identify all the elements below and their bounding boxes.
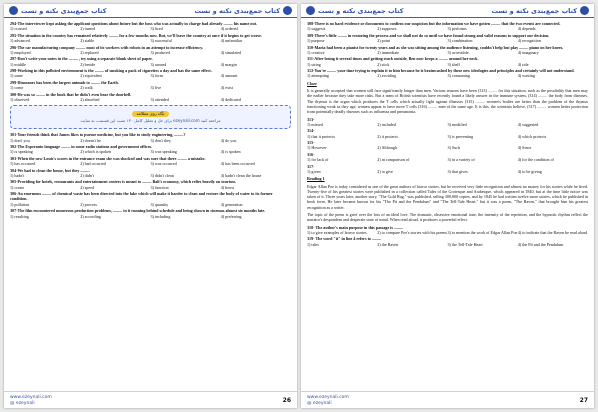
answer-option[interactable]: 4) Since bbox=[517, 145, 532, 151]
question bbox=[10, 191, 291, 207]
answer-options bbox=[10, 138, 291, 143]
answer-option[interactable]: 4) to indicate that the Raven be read aloud bbox=[517, 229, 588, 235]
question bbox=[10, 208, 291, 219]
answer-option[interactable]: 4) the Pit and the Pendulum bbox=[517, 241, 564, 247]
answer-options bbox=[307, 62, 588, 67]
brand-box-right bbox=[194, 6, 292, 15]
answer-option[interactable]: 2) doesn't he bbox=[80, 137, 101, 143]
answer-option[interactable]: 2) it protects bbox=[377, 133, 398, 139]
answer-option[interactable]: 1) However bbox=[307, 145, 327, 151]
book-spread bbox=[4, 4, 594, 408]
answer-option[interactable]: 2) absorbed bbox=[80, 96, 100, 102]
answer-option[interactable]: 4) ordered bbox=[220, 26, 238, 32]
question-text: 312-You're ......... your time trying to explain it to him because he is brainwashed by these new ideologies and principles and certainly will not understand. bbox=[307, 68, 575, 74]
answer-option[interactable]: 4) has been occurred bbox=[220, 161, 255, 167]
question-text: 311-After losing it several times and getting stuck outside, Ben now keeps a ......... around her neck. bbox=[307, 56, 479, 62]
answer-option[interactable]: 1) advanced bbox=[10, 38, 30, 44]
answer-option[interactable]: 1) suggests bbox=[307, 26, 326, 32]
question-text: 306-An enormous ......... of chemical waste has been directed into the lake which will make it harder to clean and restore the body of water to its former condition. bbox=[10, 191, 273, 202]
answer-option[interactable]: 4) simulated bbox=[220, 49, 242, 55]
question-text: 303-When the new Louis's scores in the entrance exam she was shocked and was sure that there ......... a mistake. bbox=[10, 155, 206, 161]
answer-option[interactable]: 2) equivalent bbox=[80, 73, 102, 79]
brand-box bbox=[306, 6, 404, 15]
question-text: 304-We had to clean the house, but they ......... bbox=[10, 167, 90, 173]
answer-option[interactable]: 1) string bbox=[307, 61, 321, 67]
answer-option[interactable]: 2) Although bbox=[377, 145, 397, 151]
question bbox=[10, 45, 291, 56]
answer-option[interactable]: 1) has occurred bbox=[10, 161, 36, 167]
answer-options bbox=[10, 214, 291, 219]
question bbox=[307, 33, 588, 44]
answer-option[interactable]: 1) crossed bbox=[10, 26, 27, 32]
question-text: 302-The Esperanto language ......... in some radio stations and government offices. bbox=[10, 144, 153, 150]
answer-option[interactable]: 4) margin bbox=[220, 61, 237, 67]
answer-option[interactable]: 2) turned bbox=[80, 26, 96, 32]
answer-option[interactable]: 1) purpose bbox=[307, 38, 325, 44]
page-footer bbox=[4, 391, 297, 408]
question bbox=[307, 236, 588, 247]
social-links bbox=[307, 395, 349, 406]
promo-text: برای حل و تحلیل کامل ۱۳۰ تست این قسمت، به سایت ezeynali.com مراجعه کنید bbox=[80, 117, 221, 123]
answer-options bbox=[10, 50, 291, 55]
answer-option[interactable]: 2) walk bbox=[80, 85, 93, 91]
brand-box-right bbox=[491, 6, 589, 15]
question-text: 296-The car manufacturing company ......... most of its workers with robots in an attempt to increase efficiency. bbox=[10, 44, 204, 50]
answer-option[interactable]: 3) function bbox=[150, 184, 169, 190]
section-heading-reading: Reading 1 bbox=[307, 176, 325, 182]
answer-option[interactable]: 4) imaginary bbox=[517, 49, 539, 55]
answer-option[interactable]: 1) observed bbox=[10, 96, 30, 102]
reading-passage: The topic of the poem is grief over the loss of an ideal love. The dramatic, obsessive emotional tone, the intensity of the repetition, and the hypnotic rhythm reflect the narrator's despondent and desperate state of mind. When read aloud, it produces a powerful effect. bbox=[307, 212, 588, 223]
question-text: 318- The author's main purpose in this passage is ......... bbox=[307, 224, 404, 230]
answer-option[interactable]: 1) given bbox=[307, 168, 321, 174]
answer-option[interactable]: 3) accessible bbox=[447, 49, 469, 55]
answer-options bbox=[10, 161, 291, 166]
answer-option[interactable]: 2) stick bbox=[377, 61, 390, 67]
answer-option[interactable]: 1) hadn't bbox=[10, 172, 25, 178]
answer-option[interactable]: 1) missed bbox=[307, 121, 323, 127]
answer-option[interactable]: 4) amount bbox=[220, 73, 238, 79]
answer-option[interactable]: 2) to give bbox=[377, 168, 393, 174]
question-text: 300-He was so ......... in the book that he didn't even hear the doorbell. bbox=[10, 91, 132, 97]
answer-option[interactable]: 1) attempting bbox=[307, 73, 329, 79]
answer-options bbox=[307, 38, 588, 43]
answer-options bbox=[307, 122, 588, 127]
answer-options bbox=[10, 185, 291, 190]
answer-option[interactable]: 4) for the condition of bbox=[517, 157, 554, 163]
answer-option[interactable]: 2) in comparison of bbox=[377, 157, 410, 163]
answer-options bbox=[10, 73, 291, 78]
answer-option[interactable]: 2) included bbox=[377, 121, 396, 127]
answer-option[interactable]: 4) hadn't clean the house bbox=[220, 172, 262, 178]
question-text: 315- bbox=[307, 140, 315, 146]
question-text: 313- bbox=[307, 116, 315, 122]
logo-icon bbox=[306, 6, 315, 15]
answer-options bbox=[10, 85, 291, 90]
answer-options bbox=[10, 149, 291, 154]
question bbox=[10, 179, 291, 190]
answer-option[interactable]: 2) point bbox=[377, 38, 391, 44]
question-text: 295-The situation in the country has remained relatively ......... for a few months now. But, we'll leave the country at once if it begins to get worse. bbox=[10, 32, 262, 38]
answer-option[interactable]: 3) modified bbox=[447, 121, 467, 127]
answer-option[interactable]: 3) was occurred bbox=[150, 161, 177, 167]
answer-option[interactable]: 2) the Raven bbox=[377, 241, 399, 247]
answer-option[interactable]: 3) including bbox=[150, 213, 171, 219]
question bbox=[10, 156, 291, 167]
answer-option[interactable]: 3) form bbox=[150, 73, 163, 79]
answer-option[interactable]: 4) preferring bbox=[220, 213, 242, 219]
question-text: 309-There's little ......... in restoring the process and we shall not do so until we have found strong and valid reasons to support our decision. bbox=[307, 32, 550, 38]
answer-option[interactable]: 3) that gives bbox=[447, 168, 468, 174]
question-group bbox=[10, 132, 291, 219]
question-text: 307-The film encountered numerous production problems, ......... in it running behind schedule and being shown in cinemas almost six months late. bbox=[10, 208, 266, 214]
website-link[interactable]: www.ezeynali.com bbox=[307, 394, 349, 400]
answer-option[interactable]: 2) avoiding bbox=[377, 73, 397, 79]
promo-title: نگاه روی مطالعه bbox=[132, 111, 168, 116]
answer-option[interactable]: 4) is spoken bbox=[220, 149, 241, 155]
question-text: 301-Your friends think that James likes to pursue medicine, but you like to study engineering, .........? bbox=[10, 132, 186, 138]
reading-passage: Edgar Allan Poe is today considered as one of the great authors of horror stories, but he received very little recognition and almost no money for his stories while he lived. Twenty-five of his greatest stories were published in a collection called Tales of the Grotesque and Arabesque, which appeared in 1840, but at the time little notice was taken of it. Three years later, another story, "The Gold Bug," was published, selling 300,000 copies, and by 1845 he had written twelve more stories, which he published in book form. He later became known for his "The Pit and the Pendulum" and "The Tell-Tale Heart," but it was a poem, "The Raven," that brought him his greatest recognition as a writer. bbox=[307, 183, 588, 210]
question bbox=[307, 225, 588, 236]
answer-options bbox=[10, 202, 291, 207]
question-text: 294-The interviewer kept asking the applicant questions about future but the boss who was actually in charge had already ......... his name out. bbox=[10, 21, 258, 26]
brand-title: کتاب جمع‌بندی نکته و تست bbox=[21, 6, 107, 15]
answer-option[interactable]: 4) suggested bbox=[517, 121, 539, 127]
cloze-passage: It is generally accepted that women still face significantly longer than men. Various reasons have been (313) ......... for this situation, such as the possibility that men may die earlier because they take more risks. But a team of British scientists have recently found a likely answer in the immune system, (314) ......... the body from diseases. The thymus is the organ which produces the T cells which actually fight against illnesses (315) ......... women's bodies are better than the problem of the thymus functioning weak as they age, women appear to have more T cells (316) ......... men of the same age. It is this, the scientists believe, (317) ......... women better protection from potentially deadly diseases such as influenza and pneumonia. bbox=[307, 88, 588, 115]
answer-option[interactable]: 3) combination bbox=[447, 38, 473, 44]
answer-option[interactable]: 4) recognition bbox=[517, 38, 541, 44]
question bbox=[307, 164, 588, 175]
answer-option[interactable]: 1) tales bbox=[307, 241, 319, 247]
social-links bbox=[10, 395, 52, 406]
answer-option[interactable]: 3) performs bbox=[447, 26, 467, 32]
answer-option[interactable]: 4) generation bbox=[220, 201, 243, 207]
question bbox=[10, 132, 291, 143]
answer-option[interactable]: 3) successful bbox=[150, 38, 172, 44]
answer-option[interactable]: 1) to give examples of horror stories bbox=[307, 229, 367, 235]
answer-option[interactable]: 4) boost bbox=[220, 184, 235, 190]
brand-title: کتاب جمع‌بندی نکته و تست bbox=[318, 6, 404, 15]
answer-option[interactable]: 1) come bbox=[10, 85, 24, 91]
answer-options bbox=[10, 97, 291, 102]
question-text: 314- bbox=[307, 128, 315, 134]
answer-option[interactable]: 3) quantity bbox=[150, 201, 169, 207]
question-text: 316- bbox=[307, 151, 315, 157]
answer-option[interactable]: 3) was speaking bbox=[150, 149, 177, 155]
answer-options bbox=[10, 26, 291, 31]
answer-options bbox=[307, 145, 588, 150]
page-header bbox=[4, 4, 297, 18]
social-handle[interactable]: @ ezeynali bbox=[307, 400, 332, 406]
right-content bbox=[301, 18, 594, 247]
answer-option[interactable]: 2) stable bbox=[80, 38, 95, 44]
answer-option[interactable]: 4) do you bbox=[220, 137, 237, 143]
answer-options bbox=[307, 169, 588, 174]
question bbox=[307, 45, 588, 56]
answer-option[interactable]: 3) live bbox=[150, 85, 162, 91]
answer-options bbox=[307, 242, 588, 247]
answer-options bbox=[307, 134, 588, 139]
question bbox=[307, 68, 588, 79]
answer-option[interactable]: 3) didn't clean bbox=[150, 172, 174, 178]
question bbox=[307, 152, 588, 163]
question-text: 308-There is no hard evidence or documents to confirm our suspicion but the information we have gotten ......... that the two events are connected. bbox=[307, 21, 561, 26]
answer-option[interactable]: 3) the Tell-Tale Heart bbox=[447, 241, 483, 247]
answer-option[interactable]: 3) fired bbox=[150, 26, 163, 32]
page-number: 27 bbox=[579, 396, 588, 404]
answer-option[interactable]: 3) don't they bbox=[150, 137, 172, 143]
page-number: 26 bbox=[282, 396, 291, 404]
answer-options bbox=[307, 73, 588, 78]
answer-option[interactable]: 2) beside bbox=[80, 61, 96, 67]
answer-option[interactable]: 1) don't you bbox=[10, 137, 30, 143]
answer-option[interactable]: 1) employed bbox=[10, 49, 31, 55]
question bbox=[10, 33, 291, 44]
answer-option[interactable]: 4) unfamiliar bbox=[220, 38, 243, 44]
question bbox=[10, 168, 291, 179]
answer-option[interactable]: 1) for lack of bbox=[307, 157, 329, 163]
brand-title-right: کتاب جمع‌بندی نکته و تست bbox=[491, 6, 577, 15]
answer-option[interactable]: 2) process bbox=[80, 201, 97, 207]
question-text: 317- bbox=[307, 163, 315, 169]
left-page bbox=[4, 4, 297, 408]
answer-option[interactable]: 2) didn't bbox=[80, 172, 94, 178]
answer-option[interactable]: 2) had occurred bbox=[80, 161, 106, 167]
answer-option[interactable]: 3) is preventing bbox=[447, 133, 474, 139]
answer-option[interactable]: 1) create bbox=[10, 184, 25, 190]
answer-option[interactable]: 4) exist bbox=[220, 85, 233, 91]
logo-icon bbox=[9, 6, 18, 15]
answer-option[interactable]: 1) creative bbox=[307, 49, 325, 55]
question bbox=[10, 144, 291, 155]
question bbox=[10, 92, 291, 103]
question-text: 299-Dinosaurs has been the largest animals to ......... the Earth. bbox=[10, 79, 119, 85]
question bbox=[10, 68, 291, 79]
page-header bbox=[301, 4, 594, 18]
answer-option[interactable]: 1) resulting bbox=[10, 213, 29, 219]
answer-option[interactable]: 2) which is spoken bbox=[80, 149, 112, 155]
answer-option[interactable]: 2) speed bbox=[80, 184, 95, 190]
question bbox=[307, 21, 588, 32]
question bbox=[307, 140, 588, 151]
answer-option[interactable]: 2) according bbox=[80, 213, 101, 219]
logo-icon bbox=[283, 6, 292, 15]
question bbox=[307, 128, 588, 139]
answer-option[interactable]: 2) replaced bbox=[80, 49, 99, 55]
answer-option[interactable]: 2) immediate bbox=[377, 49, 399, 55]
answer-options bbox=[307, 50, 588, 55]
answer-option[interactable]: 1) is speaking bbox=[10, 149, 33, 155]
answer-option[interactable]: 4) ride bbox=[517, 61, 529, 67]
answer-option[interactable]: 2) to compare Poe's stories with his poems bbox=[377, 229, 448, 235]
answer-options bbox=[10, 62, 291, 67]
question bbox=[307, 117, 588, 128]
answer-options bbox=[307, 230, 588, 235]
answer-option[interactable]: 4) dedicated bbox=[220, 96, 241, 102]
answer-option[interactable]: 4) depends bbox=[517, 26, 536, 32]
left-content bbox=[4, 18, 297, 219]
question bbox=[10, 21, 291, 32]
answer-option[interactable]: 4) wasting bbox=[517, 73, 535, 79]
answer-option[interactable]: 3) Such bbox=[447, 145, 461, 151]
question bbox=[10, 56, 291, 67]
question bbox=[10, 80, 291, 91]
answer-option[interactable]: 4) which protects bbox=[517, 133, 547, 139]
section-heading-cloze: Cloze bbox=[307, 80, 317, 86]
question-text: 319- The word "it" in line 4 refers to ......... bbox=[307, 236, 382, 242]
answer-option[interactable]: 3) produced bbox=[150, 49, 171, 55]
website-link[interactable]: www.ezeynali.com bbox=[10, 394, 52, 400]
answer-options bbox=[307, 157, 588, 162]
right-page bbox=[301, 4, 594, 408]
answer-option[interactable]: 3) shelf bbox=[447, 61, 460, 67]
answer-option[interactable]: 1) same bbox=[10, 73, 23, 79]
brand-title-right: کتاب جمع‌بندی نکته و تست bbox=[194, 6, 280, 15]
answer-options bbox=[307, 26, 588, 31]
answer-option[interactable]: 1) middle bbox=[10, 61, 26, 67]
question bbox=[307, 56, 588, 67]
answer-option[interactable]: 3) consuming bbox=[447, 73, 470, 79]
brand-box bbox=[9, 6, 107, 15]
page-footer bbox=[301, 391, 594, 408]
answer-option[interactable]: 3) to mention the work of Edgar Allan Poe bbox=[447, 229, 518, 235]
social-handle[interactable]: @ ezeynali bbox=[10, 400, 35, 406]
answer-option[interactable]: 3) in a variety of bbox=[447, 157, 475, 163]
question-text: 297-Don't write your notes in the ......... , try using a separate blank sheet of paper. bbox=[10, 56, 153, 62]
question-text: 298-Working in this polluted environment is the ......... of smoking a pack of cigarettes a day and has the same effect. bbox=[10, 68, 212, 74]
answer-option[interactable]: 4) to be giving bbox=[517, 168, 542, 174]
promo-banner[interactable] bbox=[10, 105, 291, 129]
answer-option[interactable]: 2) supposes bbox=[377, 26, 397, 32]
question-text: 310-Maria had been a pianist for twenty years and as she was sitting among the audience listening, couldn't help but play ......... piano on her knees. bbox=[307, 44, 564, 50]
logo-icon bbox=[580, 6, 589, 15]
answer-options bbox=[10, 38, 291, 43]
answer-option[interactable]: 1) that it protects bbox=[307, 133, 335, 139]
answer-option[interactable]: 1) pollution bbox=[10, 201, 30, 207]
question-text: 305-Providing for hotels, restaurants and entertainment centers is meant to ......... Bali's economy, which relies heavily on tourism. bbox=[10, 179, 236, 185]
answer-option[interactable]: 3) around bbox=[150, 61, 167, 67]
answer-options bbox=[10, 173, 291, 178]
answer-option[interactable]: 3) attended bbox=[150, 96, 169, 102]
